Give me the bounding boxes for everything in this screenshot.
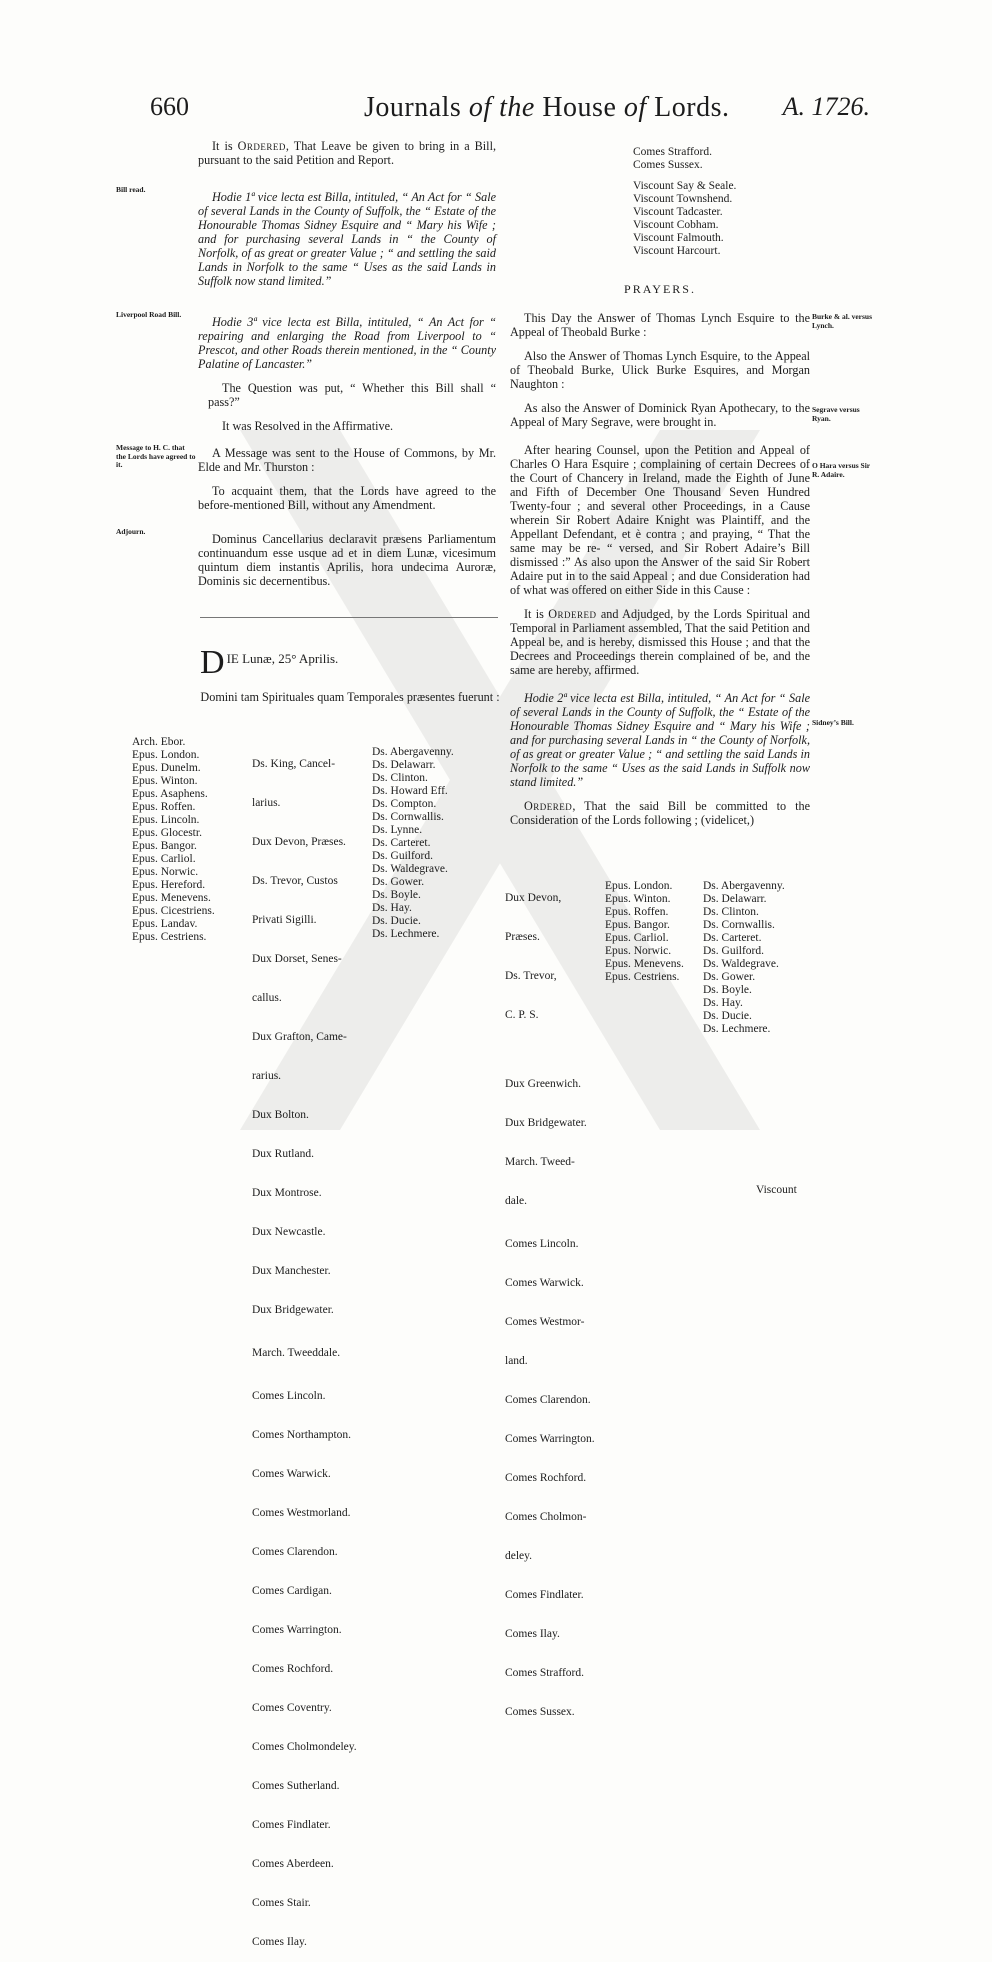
list-item: Ds. Carteret. xyxy=(703,932,762,944)
list-item: Dux Greenwich. xyxy=(505,1078,582,1090)
left-column xyxy=(198,139,496,177)
year: A. 1726. xyxy=(782,92,870,121)
list-item: Ds. Lechmere. xyxy=(372,928,440,940)
list-item: Ds. Ducie. xyxy=(372,915,421,927)
list-item: Epus. Cestriens. xyxy=(132,931,207,943)
list-item: Comes Ilay. xyxy=(505,1628,560,1640)
list-item: Epus. Roffen. xyxy=(605,906,669,918)
right-column xyxy=(510,311,810,837)
leave-paragraph: It is Ordered, That Leave be given to bring in a Bill, pursuant to the said Petition and Report. xyxy=(198,139,496,167)
margin-note-ohara: O Hara versus Sir R. Adaire. xyxy=(812,461,870,479)
list-item: Epus. Winton. xyxy=(132,775,198,787)
list-item: Comes Cholmon- xyxy=(505,1511,587,1523)
list-item: C. P. S. xyxy=(505,1009,539,1021)
list-item: Ds. King, Cancel- xyxy=(252,758,336,770)
answer-paragraph-1: This Day the Answer of Thomas Lynch Esquire to the Appeal of Theobald Burke : xyxy=(510,311,810,339)
list-item: Dux Rutland. xyxy=(252,1148,314,1160)
list-item: Epus. Dunelm. xyxy=(132,762,201,774)
list-item: Dux Bolton. xyxy=(252,1109,309,1121)
list-item: Privati Sigilli. xyxy=(252,914,317,926)
committed-paragraph: Ordered, That the said Bill be committed to the Consideration of the Lords following ; (videlicet,) xyxy=(510,799,810,827)
list-item: Epus. Carliol. xyxy=(605,932,669,944)
list-item: Ds. Guilford. xyxy=(372,850,434,862)
list-item: Ds. Gower. xyxy=(703,971,756,983)
list-item: Comes Warrington. xyxy=(252,1624,342,1636)
margin-note-adjourn: Adjourn. xyxy=(116,527,146,536)
list-item: Epus. Winton. xyxy=(605,893,671,905)
bill-read-paragraph: Hodie 1ª vice lecta est Billa, intituled, “ An Act for “ Sale of several Lands in the County of Suffolk, the “ Estate of the Honourable Thomas Sidney Esquire and “ Mary his Wife ; and for purchasing several Lands in “ the County of Norfolk, of as great or greater Value ; “ and settling the said Lands in Norfolk to the same “ Uses as the said Lands in Suffolk now stand limited.” xyxy=(198,190,496,288)
question-paragraph: The Question was put, “ Whether this Bill shall “ pass?” xyxy=(208,381,496,409)
list-item: dale. xyxy=(505,1195,528,1207)
answer-paragraph-3: As also the Answer of Dominick Ryan Apothecary, to the Appeal of Mary Segrave, were brought in. xyxy=(510,401,810,429)
liverpool-paragraph: Hodie 3ª vice lecta est Billa, intituled, “ An Act for “ repairing and enlarging the Road from Liverpool to “ Prescot, and other Roads therein mentioned, in the “ County Palatine of Lancaster.” xyxy=(198,315,496,371)
list-item: Ds. Boyle. xyxy=(372,889,421,901)
list-item: Comes Coventry. xyxy=(252,1702,332,1714)
list-item: Epus. Landav. xyxy=(132,918,198,930)
list-item: Ds. Lynne. xyxy=(372,824,423,836)
list-item: Ds. Trevor, xyxy=(505,970,557,982)
list-item: land. xyxy=(505,1355,528,1367)
list-item: Ds. Cornwallis. xyxy=(372,811,444,823)
list-item: Epus. Menevens. xyxy=(132,892,211,904)
list-item: callus. xyxy=(252,992,282,1004)
list-item: Ds. Hay. xyxy=(703,997,743,1009)
margin-note-bill-read: Bill read. xyxy=(116,185,146,194)
list-item: Ds. Waldegrave. xyxy=(703,958,779,970)
list-item: Dux Devon, xyxy=(505,892,562,904)
answer-paragraph-2: Also the Answer of Thomas Lynch Esquire, to the Appeal of Theobald Burke, Ulick Burke Esquires, and Morgan Naughton : xyxy=(510,349,810,391)
adjudged-paragraph: It is Ordered and Adjudged, by the Lords Spiritual and Temporal in Parliament assembled, That the said Petition and Appeal be, and is hereby, dismissed this House ; and that the Decrees and Proceedings therein complained of be, and the same are hereby, affirmed. xyxy=(510,607,811,677)
list-item: Ds. Guilford. xyxy=(703,945,765,957)
list-item xyxy=(505,1048,595,1052)
list-item: Ds. Ducie. xyxy=(703,1010,752,1022)
list-item: Epus. Bangor. xyxy=(132,840,197,852)
committee-list-col1 xyxy=(505,866,595,1732)
list-item: Ds. Howard Eff. xyxy=(372,785,448,797)
list-item: Viscount Falmouth. xyxy=(633,232,724,244)
left-column xyxy=(198,532,496,598)
margin-note-liverpool: Liverpool Road Bill. xyxy=(116,310,182,319)
list-item: Comes Sutherland. xyxy=(252,1780,340,1792)
list-item: deley. xyxy=(505,1550,533,1562)
list-item: Ds. Waldegrave. xyxy=(372,863,448,875)
list-item: Viscount Harcourt. xyxy=(633,245,721,257)
list-item: Viscount Tadcaster. xyxy=(633,206,723,218)
list-item: rarius. xyxy=(252,1070,282,1082)
list-item: Epus. Cicestriens. xyxy=(132,905,215,917)
list-item: Ds. Lechmere. xyxy=(703,1023,771,1035)
list-item: Comes Strafford. xyxy=(633,146,713,158)
list-item: Epus. Norwic. xyxy=(132,866,199,878)
present-list-col3 xyxy=(372,746,454,941)
list-item: Ds. Abergavenny. xyxy=(372,746,454,758)
list-item: Ds. Cornwallis. xyxy=(703,919,775,931)
list-item: Dux Bridgewater. xyxy=(505,1117,587,1129)
list-item: Ds. Compton. xyxy=(372,798,437,810)
list-item: Dux Newcastle. xyxy=(252,1226,326,1238)
list-item: Epus. Cestriens. xyxy=(605,971,680,983)
list-item: Ds. Abergavenny. xyxy=(703,880,785,892)
list-item: Comes Sussex. xyxy=(633,159,703,171)
list-item: Ds. Delawarr. xyxy=(372,759,436,771)
list-item: Comes Findlater. xyxy=(505,1589,584,1601)
list-item: Epus. Menevens. xyxy=(605,958,684,970)
committee-list-col3 xyxy=(703,880,785,1036)
left-column xyxy=(198,190,496,298)
list-item: Epus. London. xyxy=(132,749,200,761)
journal-title: Journals of the House of Lords. xyxy=(364,92,730,123)
catchword: Viscount xyxy=(756,1184,797,1196)
list-item: Comes Lincoln. xyxy=(252,1390,326,1402)
list-item: Ds. Clinton. xyxy=(703,906,759,918)
list-item: Viscount Say & Seale. xyxy=(633,180,737,192)
list-item: Epus. Asaphens. xyxy=(132,788,208,800)
list-item: Comes Westmor- xyxy=(505,1316,585,1328)
list-item: Epus. Roffen. xyxy=(132,801,196,813)
margin-note-segrave: Segrave versus Ryan. xyxy=(812,405,860,423)
page-number: 660 xyxy=(150,92,189,121)
section-rule xyxy=(200,617,498,618)
margin-note-message: Message to H. C. that the Lords have agreed to it. xyxy=(116,443,196,469)
list-item: Comes Findlater. xyxy=(252,1819,331,1831)
list-item: Dux Bridgewater. xyxy=(252,1304,334,1316)
list-item: Ds. Trevor, Custos xyxy=(252,875,338,887)
list-item: Epus. Bangor. xyxy=(605,919,670,931)
list-item: Comes Northampton. xyxy=(252,1429,352,1441)
list-item: Ds. Boyle. xyxy=(703,984,752,996)
list-item: Dux Dorset, Senes- xyxy=(252,953,342,965)
list-item: Ds. Gower. xyxy=(372,876,425,888)
list-item: Comes Lincoln. xyxy=(505,1238,579,1250)
left-column xyxy=(198,446,496,522)
list-item: March. Tweed- xyxy=(505,1156,575,1168)
list-item: Comes Rochford. xyxy=(505,1472,587,1484)
list-item: Comes Ilay. xyxy=(252,1936,307,1948)
list-item: Comes Clarendon. xyxy=(252,1546,338,1558)
list-item: Ds. Delawarr. xyxy=(703,893,767,905)
list-item: Viscount Townshend. xyxy=(633,193,733,205)
list-item: March. Tweeddale. xyxy=(252,1347,341,1359)
list-item: Comes Strafford. xyxy=(505,1667,585,1679)
present-list-col1 xyxy=(132,736,215,944)
list-item: Comes Stair. xyxy=(252,1897,311,1909)
adjourn-paragraph: Dominus Cancellarius declaravit præsens Parliamentum continuandum esse usque ad et in diem Lunæ, vicesimum quintum diem instantis Aprilis, hora undecima Auroræ, Dominis sic decernentibus. xyxy=(198,532,496,588)
list-item: Comes Warrington. xyxy=(505,1433,595,1445)
list-item: Dux Devon, Præses. xyxy=(252,836,346,848)
list-item: Comes Warwick. xyxy=(505,1277,584,1289)
list-item: Epus. Glocestr. xyxy=(132,827,202,839)
resolved-paragraph: It was Resolved in the Affirmative. xyxy=(222,419,394,433)
list-item: Ds. Hay. xyxy=(372,902,412,914)
list-item: Epus. Lincoln. xyxy=(132,814,200,826)
die-heading: DIE Lunæ, 25° Aprilis. xyxy=(200,644,339,681)
list-item: Dux Montrose. xyxy=(252,1187,322,1199)
list-item: Epus. Norwic. xyxy=(605,945,672,957)
list-item: Arch. Ebor. xyxy=(132,736,186,748)
present-list-col2 xyxy=(252,732,357,1962)
list-item: Præses. xyxy=(505,931,540,943)
list-item: Comes Westmorland. xyxy=(252,1507,351,1519)
prayers-heading: PRAYERS. xyxy=(624,282,696,296)
margin-note-burke: Burke & al. versus Lynch. xyxy=(812,312,872,330)
list-item: Ds. Clinton. xyxy=(372,772,428,784)
right-top-list xyxy=(633,146,736,258)
acquaint-paragraph: To acquaint them, that the Lords have agreed to the before-mentioned Bill, without any Amendment. xyxy=(198,484,496,512)
list-item: Comes Warwick. xyxy=(252,1468,331,1480)
list-item: Epus. Hereford. xyxy=(132,879,206,891)
committee-list-col2 xyxy=(605,880,684,984)
list-item: Ds. Carteret. xyxy=(372,837,431,849)
list-item: Epus. London. xyxy=(605,880,673,892)
list-item: Comes Aberdeen. xyxy=(252,1858,334,1870)
hearing-paragraph: After hearing Counsel, upon the Petition and Appeal of Charles O Hara Esquire ; complaining of certain Decrees of the Court of Chancery in Ireland, made the Eighth of June and Fifth of December One Thousand Seven Hundred Twenty-four ; and several other Proceedings, in a Cause wherein Sir Robert Adaire Knight was Plaintiff, and the Appellant Defendant, et è contra ; and praying, “ That the same may be re- “ versed, and Sir Robert Adaire’s Bill dismissed :” As also upon the Answer of the said Sir Robert Adaire put in to the said Appeal ; and due Consideration had of what was offered on either Side in this Cause : xyxy=(510,443,810,597)
list-item: Dux Grafton, Came- xyxy=(252,1031,347,1043)
list-item: Comes Clarendon. xyxy=(505,1394,591,1406)
page-header xyxy=(150,92,870,132)
sidney-bill-paragraph: Hodie 2ª vice lecta est Billa, intituled, “ An Act for “ Sale of several Lands in the County of Suffolk, the “ Estate of the Honourable Thomas Sidney Esquire and “ Mary his Wife ; and for purchasing several Lands in “ the County of Norfolk, of as great or greater Value ; “ and settling the said Lands in Norfolk to the same “ Uses as the said Lands in Suffolk now stand limited.” xyxy=(510,691,810,789)
list-item: Comes Cholmondeley. xyxy=(252,1741,357,1753)
left-column xyxy=(198,315,496,443)
domini-line: Domini tam Spirituales quam Temporales præsentes fuerunt : xyxy=(200,690,500,704)
list-item: Comes Sussex. xyxy=(505,1706,575,1718)
margin-note-sidney: Sidney’s Bill. xyxy=(812,718,854,727)
list-item: larius. xyxy=(252,797,281,809)
list-item: Dux Manchester. xyxy=(252,1265,331,1277)
list-item: Comes Rochford. xyxy=(252,1663,334,1675)
list-item: Viscount Cobham. xyxy=(633,219,719,231)
message-paragraph: A Message was sent to the House of Commons, by Mr. Elde and Mr. Thurston : xyxy=(198,446,496,474)
list-item: Comes Cardigan. xyxy=(252,1585,332,1597)
list-item: Epus. Carliol. xyxy=(132,853,196,865)
